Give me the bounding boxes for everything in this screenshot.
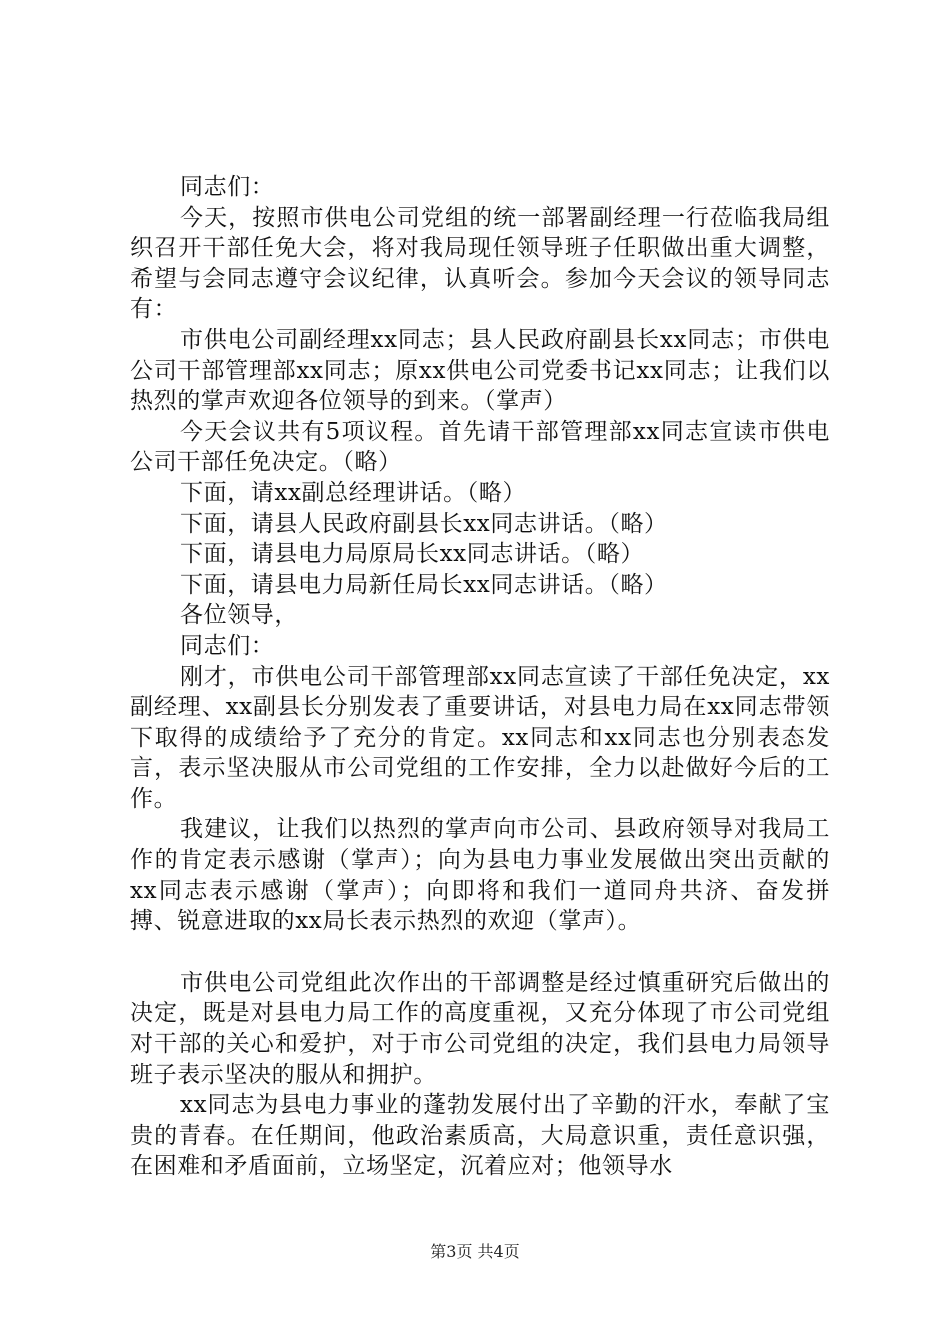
paragraph-salutation: 同志们： <box>180 174 275 200</box>
paragraph-attendees: 市供电公司副经理xx同志；县人民政府副县长xx同志；市供电公司干部管理部xx同志；原xx供电公司党委书记xx同志；让我们以热烈的掌声欢迎各位领导的到来。（掌声） <box>130 326 830 415</box>
paragraph-salutation-leaders: 各位领导， <box>180 602 298 629</box>
paragraph-summary: 刚才，市供电公司干部管理部xx同志宣读了干部任免决定，xx副经理、xx副县长分别发表了重要讲话，对县电力局在xx同志带领下取得的成绩给予了充分的肯定。xx同志和xx同志也分别表态发言，表示坚决服从市公司党组的工作安排，全力以赴做好今后的工作。 <box>130 663 830 812</box>
paragraph-spacer <box>130 937 830 968</box>
paragraph-speech-2: 下面，请县人民政府副县长xx同志讲话。（略） <box>180 510 668 537</box>
paragraph-proposal: 我建议，让我们以热烈的掌声向市公司、县政府领导对我局工作的肯定表示感谢（掌声）；向为县电力事业发展做出突出贡献的xx同志表示感谢（掌声）；向即将和我们一道同舟共济、奋发拼搏、锐意进取的xx局长表示热烈的欢迎（掌声）。 <box>130 816 830 935</box>
paragraph-speech-4: 下面，请县电力局新任局长xx同志讲话。（略） <box>180 571 668 598</box>
paragraph-speech-1: 下面，请xx副总经理讲话。（略） <box>180 479 527 506</box>
page-number: 第3页 共4页 <box>430 1242 520 1261</box>
paragraph-salutation-comrades: 同志们： <box>180 632 275 659</box>
paragraph-decision: 市供电公司党组此次作出的干部调整是经过慎重研究后做出的决定，既是对县电力局工作的高度重视，又充分体现了市公司党组对干部的关心和爱护，对于市公司党组的决定，我们县电力局领导班子表示坚决的服从和拥护。 <box>130 969 830 1088</box>
paragraph-agenda: 今天会议共有5项议程。首先请干部管理部xx同志宣读市供电公司干部任免决定。（略） <box>130 418 830 476</box>
paragraph-opening: 今天，按照市供电公司党组的统一部署副经理一行莅临我局组织召开干部任免大会，将对我局现任领导班子任职做出重大调整，希望与会同志遵守会议纪律，认真听会。参加今天会议的领导同志有： <box>130 204 830 323</box>
document-body <box>130 172 830 1182</box>
paragraph-speech-3: 下面，请县电力局原局长xx同志讲话。（略） <box>180 541 645 568</box>
paragraph-tribute: xx同志为县电力事业的蓬勃发展付出了辛勤的汗水，奉献了宝贵的青春。在任期间，他政治素质高，大局意识重，责任意识强，在困难和矛盾面前，立场坚定，沉着应对；他领导水 <box>130 1092 830 1180</box>
